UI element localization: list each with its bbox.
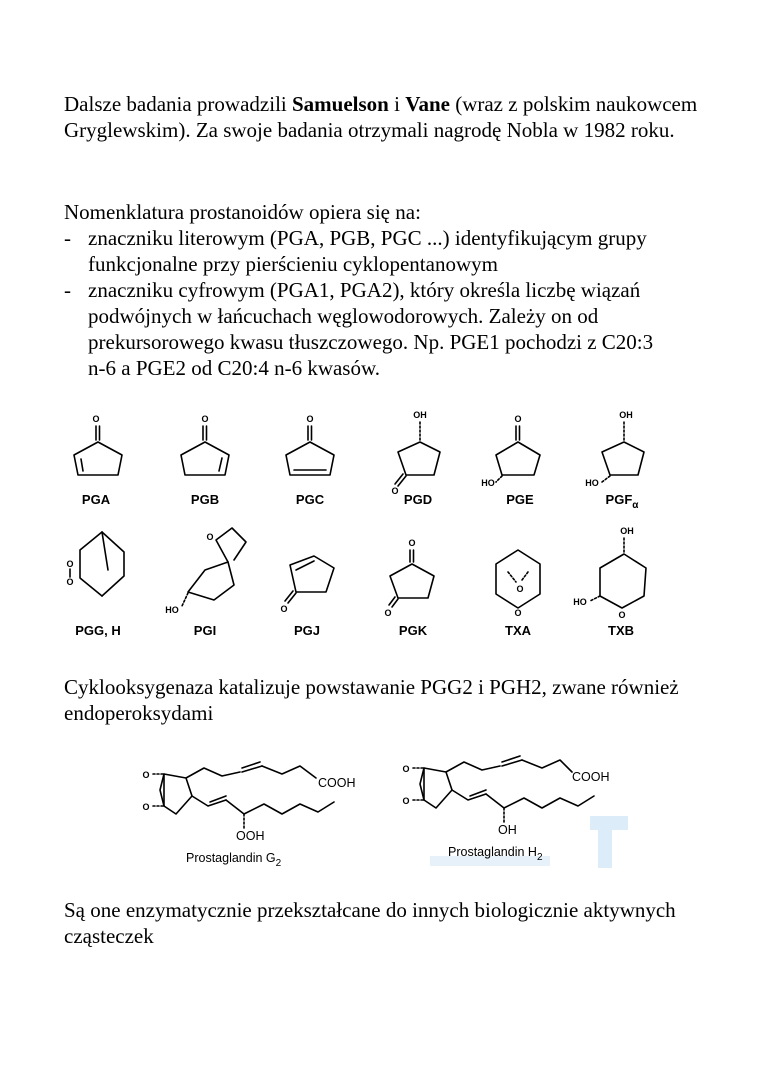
pgb-structure bbox=[181, 414, 229, 507]
pgc-structure bbox=[286, 414, 334, 507]
list-text: podwójnych w łańcuchach węglowodorowych. Zależy on od bbox=[88, 304, 599, 328]
list-dash: - bbox=[64, 226, 71, 250]
pge-structure bbox=[481, 414, 540, 507]
atom-o: O bbox=[201, 414, 209, 424]
label-txa: TXA bbox=[505, 623, 531, 638]
pgk-structure bbox=[384, 538, 434, 638]
atom-o: O bbox=[280, 604, 288, 614]
label-pgb: PGB bbox=[190, 492, 220, 507]
atom-ho: HO bbox=[165, 605, 179, 615]
prostanoid-structures-figure bbox=[0, 400, 760, 650]
label-pgk: PGK bbox=[398, 623, 428, 638]
atom-o: O bbox=[391, 486, 399, 496]
list-item-literal bbox=[64, 225, 714, 251]
label-pgf-subscript: α bbox=[632, 500, 639, 511]
label-pge: PGE bbox=[506, 492, 534, 507]
label-pgc: PGC bbox=[295, 492, 325, 507]
atom-o: O bbox=[66, 577, 74, 587]
label-pgj: PGJ bbox=[293, 623, 321, 638]
atom-oh: OH bbox=[413, 410, 427, 420]
list-item-numeric bbox=[64, 277, 714, 303]
atom-o: O bbox=[142, 802, 150, 812]
atom-ho: HO bbox=[585, 478, 599, 488]
cooh-group: COOH bbox=[572, 770, 610, 784]
txb-structure bbox=[573, 526, 646, 638]
name-samuelson: Samuelson bbox=[292, 92, 389, 116]
ooh-group: OOH bbox=[236, 829, 265, 843]
atom-oh: OH bbox=[619, 410, 633, 420]
pgd-structure bbox=[391, 410, 440, 507]
atom-o: O bbox=[92, 414, 100, 424]
list-text: funkcjonalne przy pierścieniu cyklopentanowym bbox=[88, 252, 498, 276]
cyclooxygenase-paragraph: Cyklooksygenaza katalizuje powstawanie PGG2 i PGH2, zwane również endoperoksydami bbox=[64, 675, 679, 725]
pgi-structure bbox=[165, 528, 246, 638]
prostaglandin-h2-structure bbox=[402, 756, 609, 863]
label-txb: TXB bbox=[608, 623, 634, 638]
text-span: i bbox=[388, 92, 406, 116]
prostaglandin-g2-structure bbox=[142, 762, 355, 869]
atom-o: O bbox=[408, 538, 416, 548]
atom-oh: OH bbox=[620, 526, 634, 536]
list-text: prekursorowego kwasu tłuszczowego. Np. PGE1 pochodzi z C20:3 bbox=[88, 330, 654, 354]
txa-structure bbox=[496, 550, 540, 638]
list-text: znaczniku literowym (PGA, PGB, PGC ...) identyfikującym grupy bbox=[88, 226, 647, 250]
oh-group: OH bbox=[498, 823, 517, 837]
caption-subscript: 2 bbox=[536, 852, 543, 863]
list-dash: - bbox=[64, 278, 71, 302]
pgg-h-structure bbox=[66, 532, 124, 638]
watermark-shape bbox=[590, 816, 628, 868]
label-pga: PGA bbox=[81, 492, 111, 507]
intro-paragraph bbox=[64, 91, 714, 143]
atom-o: O bbox=[402, 764, 410, 774]
atom-o: O bbox=[402, 796, 410, 806]
label-pgg-h: PGG, H bbox=[75, 623, 121, 638]
cooh-group: COOH bbox=[318, 776, 356, 790]
label-pgd: PGD bbox=[403, 492, 433, 507]
atom-ho: HO bbox=[481, 478, 495, 488]
atom-ho: HO bbox=[573, 597, 587, 607]
label-pgi: PGI bbox=[193, 623, 217, 638]
caption-subscript: 2 bbox=[275, 858, 282, 869]
atom-o: O bbox=[306, 414, 314, 424]
atom-o: O bbox=[142, 770, 150, 780]
label-pgf: $PGF_\alpha$ bbox=[605, 492, 639, 511]
atom-o: O bbox=[384, 608, 392, 618]
atom-o: O bbox=[516, 584, 524, 594]
pga-structure bbox=[74, 414, 122, 507]
list-text: znaczniku cyfrowym (PGA1, PGA2), który określa liczbę wiązań bbox=[88, 278, 641, 302]
prostaglandin-g2-h2-figure bbox=[0, 738, 760, 878]
caption-prostaglandin-g2: Prostaglandin $G_2$ bbox=[186, 851, 282, 869]
atom-o: O bbox=[514, 608, 522, 618]
atom-o: O bbox=[66, 559, 74, 569]
atom-o: O bbox=[514, 414, 522, 424]
name-vane: Vane bbox=[405, 92, 450, 116]
atom-o: O bbox=[206, 532, 214, 542]
text-span: (wraz z polskim naukowcem Gryglewskim). Za swoje badania otrzymali nagrodę Nobla w 1982 roku. bbox=[64, 92, 698, 142]
nomenclature-intro: Nomenklatura prostanoidów opiera się na: bbox=[64, 200, 421, 224]
enzymatic-paragraph: Są one enzymatycznie przekształcane do innych biologicznie aktywnych cząsteczek bbox=[64, 898, 676, 948]
atom-o: O bbox=[618, 610, 626, 620]
caption-prostaglandin-h2: Prostaglandin $H_2$ bbox=[448, 845, 543, 863]
text-span: Dalsze badania prowadzili bbox=[64, 92, 292, 116]
pgj-structure bbox=[280, 556, 334, 638]
nomenclature-section bbox=[64, 199, 714, 381]
list-text: n-6 a PGE2 od C20:4 n-6 kwasów. bbox=[88, 356, 381, 380]
pgf-alpha-structure bbox=[585, 410, 644, 511]
